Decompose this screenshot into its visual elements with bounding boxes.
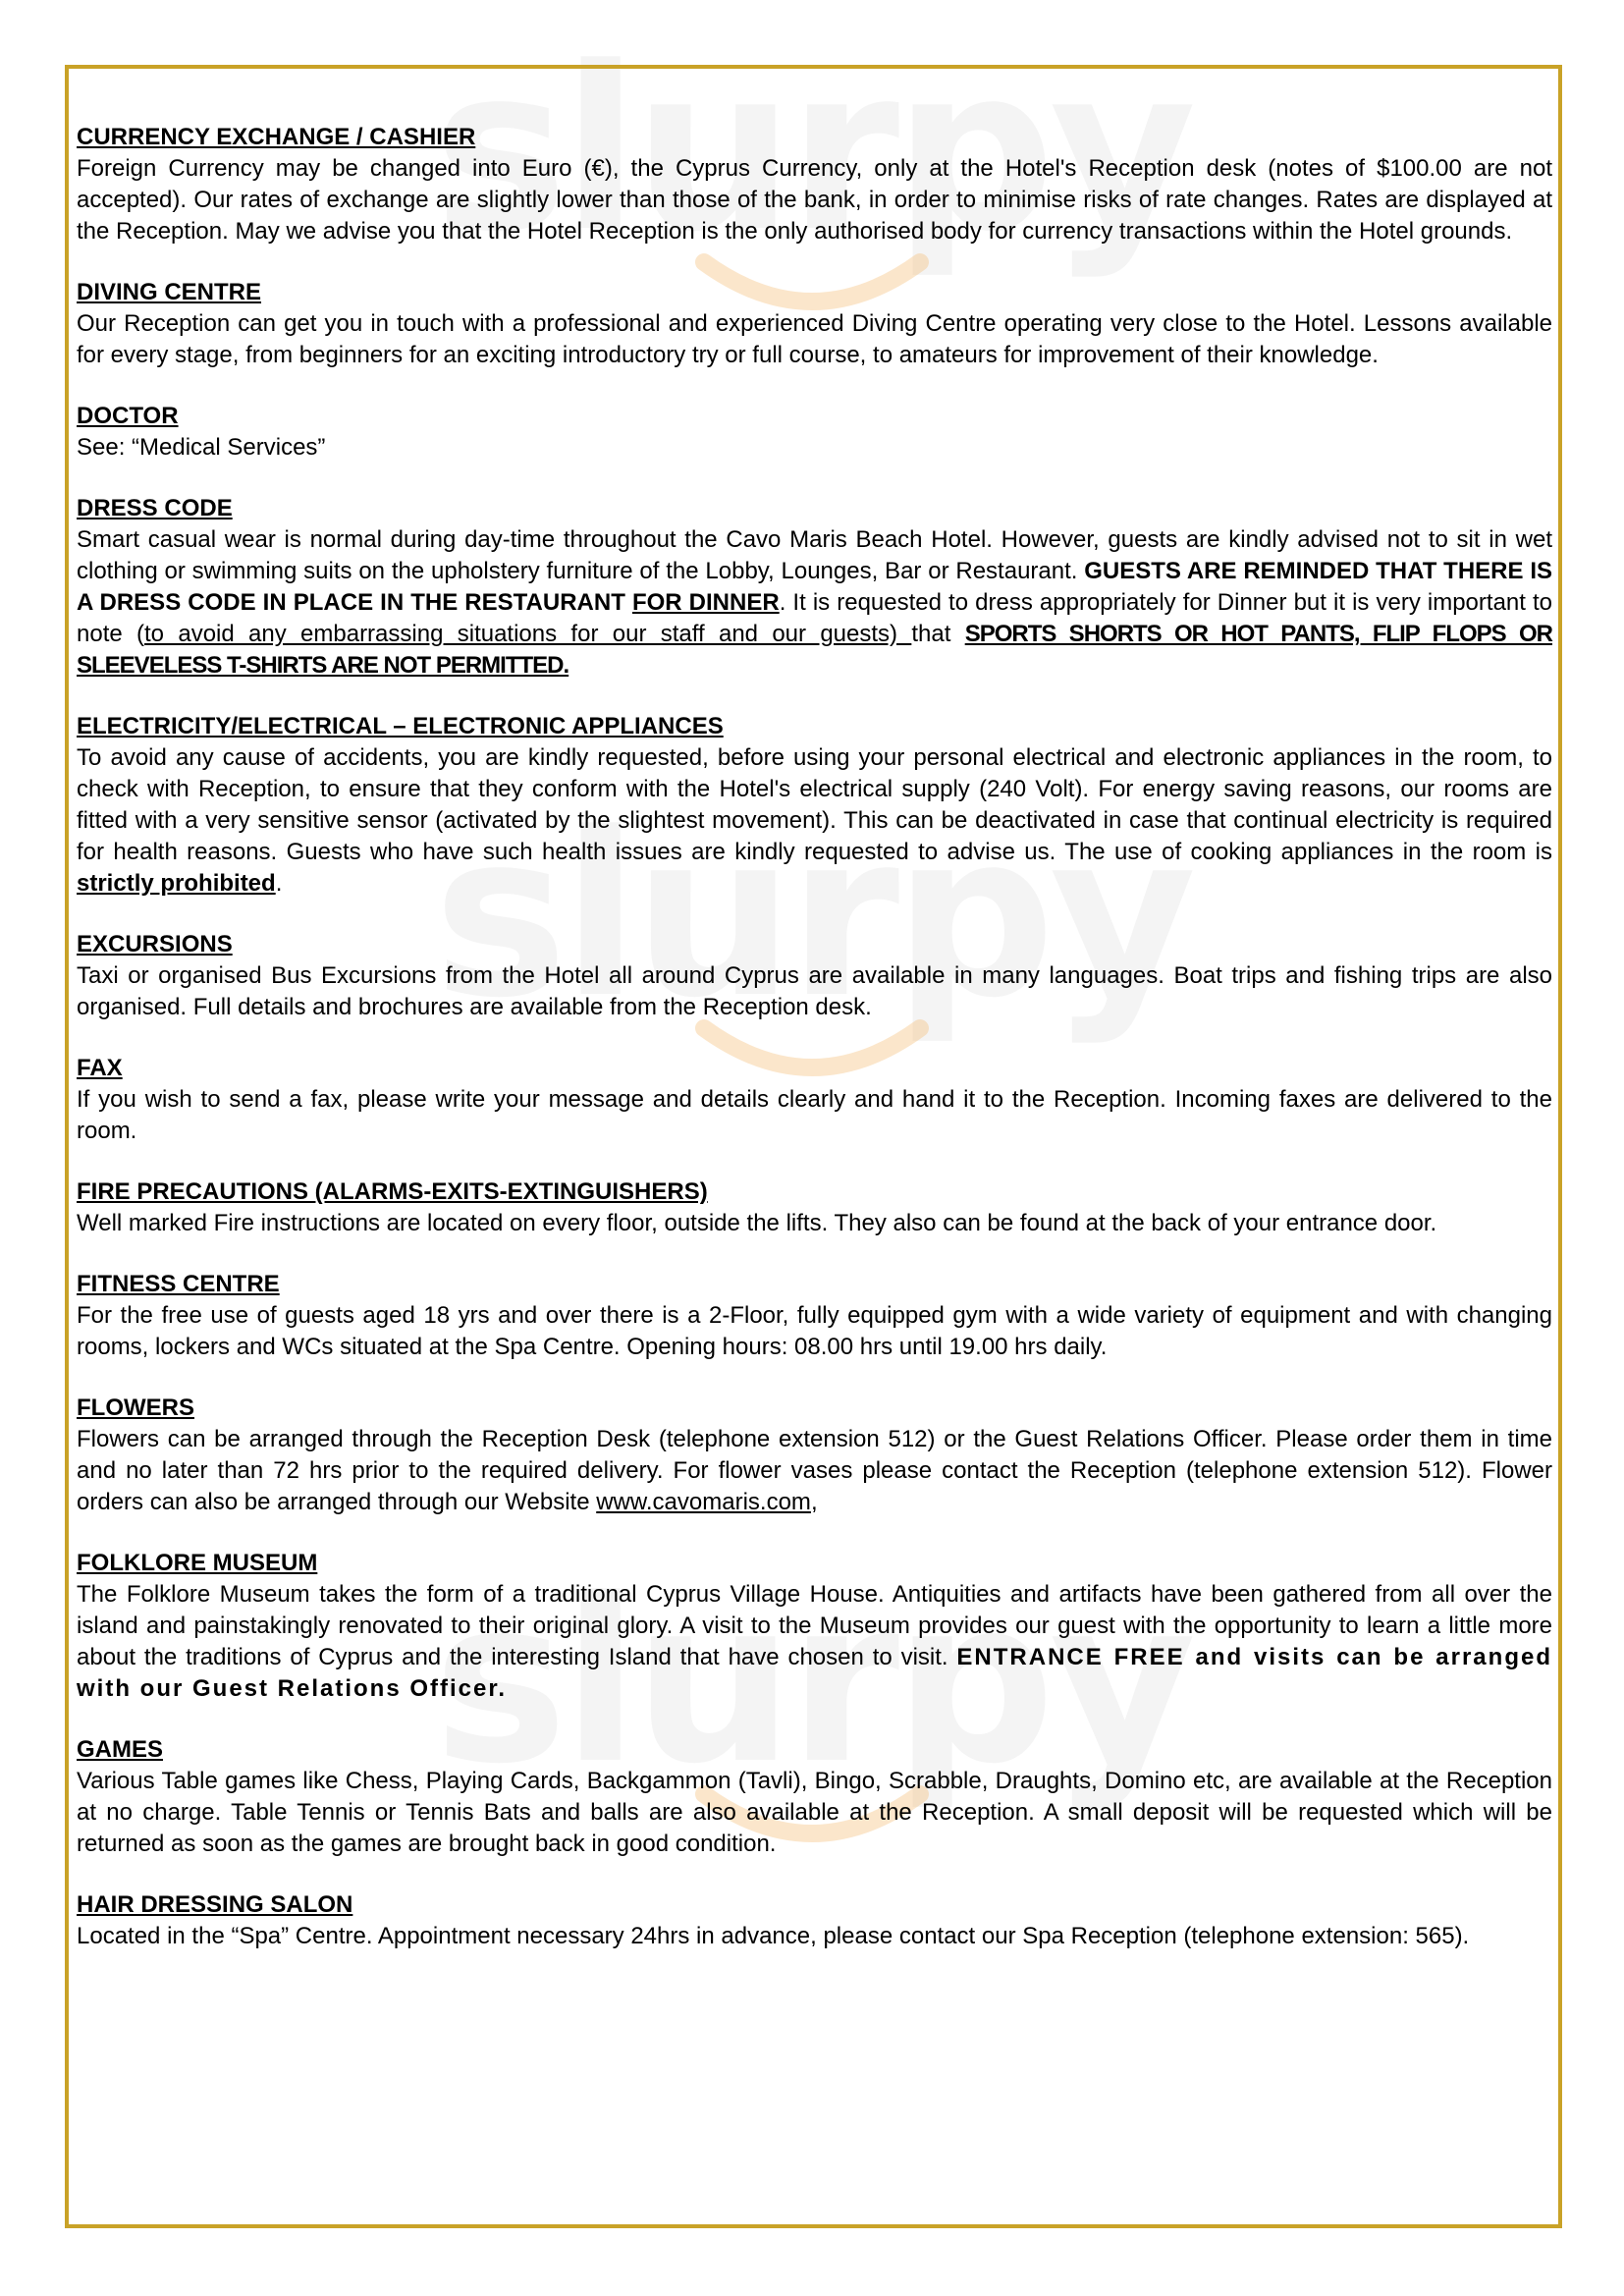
section-heading: GAMES bbox=[77, 1736, 164, 1763]
section-heading: CURRENCY EXCHANGE / CASHIER bbox=[77, 124, 476, 150]
section-text bbox=[77, 1424, 1552, 1518]
text-run-underline: to avoid any embarrassing situations for our staff and our guests) bbox=[144, 621, 912, 647]
section-games bbox=[77, 1734, 1552, 1860]
text-run: Flowers can be arranged through the Reception Desk (telephone extension 512) or the Guest Relations Officer. Please order them in time and no later than 72 hrs prior to the required delivery. For flower vases please contact the Reception (telephone extension 512). Flower orders can also be arranged through our Website bbox=[77, 1426, 1552, 1515]
section-heading: DIVING CENTRE bbox=[77, 279, 262, 305]
section-heading: FIRE PRECAUTIONS (ALARMS-EXITS-EXTINGUISHERS) bbox=[77, 1178, 708, 1205]
section-text: If you wish to send a fax, please write your message and details clearly and hand it to the Reception. Incoming faxes are delivered to the room. bbox=[77, 1086, 1552, 1144]
section-text: Various Table games like Chess, Playing Cards, Backgammon (Tavli), Bingo, Scrabble, Draughts, Domino etc, are available at the Reception at no charge. Table Tennis or Tennis Bats and balls are also available at the Reception. A small deposit will be requested which will be returned as soon as the games are brought back in good condition. bbox=[77, 1768, 1552, 1857]
section-flowers bbox=[77, 1393, 1552, 1518]
section-heading: EXCURSIONS bbox=[77, 931, 233, 957]
section-fax bbox=[77, 1053, 1552, 1147]
section-heading: FITNESS CENTRE bbox=[77, 1271, 280, 1297]
section-heading: DRESS CODE bbox=[77, 495, 233, 521]
section-fire bbox=[77, 1176, 1552, 1239]
section-text: For the free use of guests aged 18 yrs and over there is a 2-Floor, fully equipped gym with a wide variety of equipment and with changing rooms, lockers and WCs situated at the Spa Centre. Opening hours: 08.00 hrs until 19.00 hrs daily. bbox=[77, 1302, 1552, 1360]
section-text bbox=[77, 742, 1552, 900]
website-link[interactable]: www.cavomaris.com bbox=[596, 1489, 811, 1515]
section-heading: DOCTOR bbox=[77, 403, 179, 429]
text-run: To avoid any cause of accidents, you are kindly requested, before using your personal electrical and electronic appliances in the room, to check with Reception, to ensure that they conform with the Hotel's electrical supply (240 Volt). For energy saving reasons, our rooms are fitted with a very sensitive sensor (activated by the slightest movement). This can be deactivated in case that continual electricity is required for health reasons. Guests who have such health issues are kindly requested to advise us. The use of cooking appliances in the room is bbox=[77, 744, 1552, 865]
section-text: Located in the “Spa” Centre. Appointment necessary 24hrs in advance, please contact our Spa Reception (telephone extension: 565). bbox=[77, 1923, 1470, 1949]
section-excursions bbox=[77, 929, 1552, 1023]
section-text: Our Reception can get you in touch with a professional and experienced Diving Centre operating very close to the Hotel. Lessons available for every stage, from beginners for an exciting introductory try or full course, to amateurs for improvement of their knowledge. bbox=[77, 310, 1552, 368]
section-heading: FAX bbox=[77, 1055, 123, 1081]
text-run-bold-underline: SPORTS SHORTS OR HOT PANTS, FLIP FLOPS OR SLEEVELESS T-SHIRTS ARE NOT PERMITTED. bbox=[77, 621, 1552, 679]
section-doctor bbox=[77, 401, 1552, 464]
section-diving bbox=[77, 277, 1552, 371]
section-electricity bbox=[77, 711, 1552, 900]
section-dress-code bbox=[77, 493, 1552, 682]
section-heading: HAIR DRESSING SALON bbox=[77, 1891, 353, 1918]
section-hair-salon bbox=[77, 1889, 1552, 1952]
text-run-bold: GUESTS ARE REMINDED THAT THERE IS A DRESS CODE IN PLACE IN THE RESTAURANT bbox=[77, 558, 1552, 616]
section-heading: FOLKLORE MUSEUM bbox=[77, 1550, 318, 1576]
section-currency bbox=[77, 122, 1552, 247]
text-run: Smart casual wear is normal during day-time throughout the Cavo Maris Beach Hotel. However, guests are kindly advised not to sit in wet clothing or swimming suits on the upholstery furniture of the Lobby, Lounges, Bar or Restaurant. bbox=[77, 526, 1552, 584]
text-run: . It is requested to dress appropriately for Dinner but it is very important to note ( bbox=[77, 589, 1553, 647]
section-heading: ELECTRICITY/ELECTRICAL – ELECTRONIC APPLIANCES bbox=[77, 713, 724, 739]
section-folklore bbox=[77, 1548, 1552, 1705]
text-run: , bbox=[810, 1489, 818, 1515]
section-text: Foreign Currency may be changed into Euro (€), the Cyprus Currency, only at the Hotel's Reception desk (notes of $100.00 are not accepted). Our rates of exchange are slightly lower than those of the bank, in order to minimise risks of rate changes. Rates are displayed at the Reception. May we advise you that the Hotel Reception is the only authorised body for currency transactions within the Hotel grounds. bbox=[77, 155, 1552, 245]
text-run: The Folklore Museum takes the form of a traditional Cyprus Village House. Antiquities and artifacts have been gathered from all over the island and painstakingly renovated to their original glory. A visit to the Museum provides our guest with the opportunity to learn a little more about the traditions of Cyprus and the interesting Island that have chosen to visit. bbox=[77, 1581, 1552, 1670]
section-fitness bbox=[77, 1269, 1552, 1363]
section-text: Well marked Fire instructions are located on every floor, outside the lifts. They also can be found at the back of your entrance door. bbox=[77, 1210, 1437, 1236]
section-heading: FLOWERS bbox=[77, 1394, 194, 1421]
section-text bbox=[77, 1579, 1552, 1705]
section-text bbox=[77, 524, 1552, 682]
text-run: that bbox=[911, 621, 965, 647]
text-run-bold-underline: FOR DINNER bbox=[631, 589, 780, 616]
text-run: . bbox=[275, 870, 283, 897]
document-body bbox=[77, 122, 1552, 1982]
text-run-bold-underline: strictly prohibited bbox=[77, 870, 276, 897]
section-text: Taxi or organised Bus Excursions from the Hotel all around Cyprus are available in many languages. Boat trips and fishing trips are also organised. Full details and brochures are available from the Reception desk. bbox=[77, 962, 1552, 1020]
section-text: See: “Medical Services” bbox=[77, 434, 326, 461]
text-run-bold: ENTRANCE FREE and visits can be arranged with our Guest Relations Officer. bbox=[77, 1644, 1552, 1702]
